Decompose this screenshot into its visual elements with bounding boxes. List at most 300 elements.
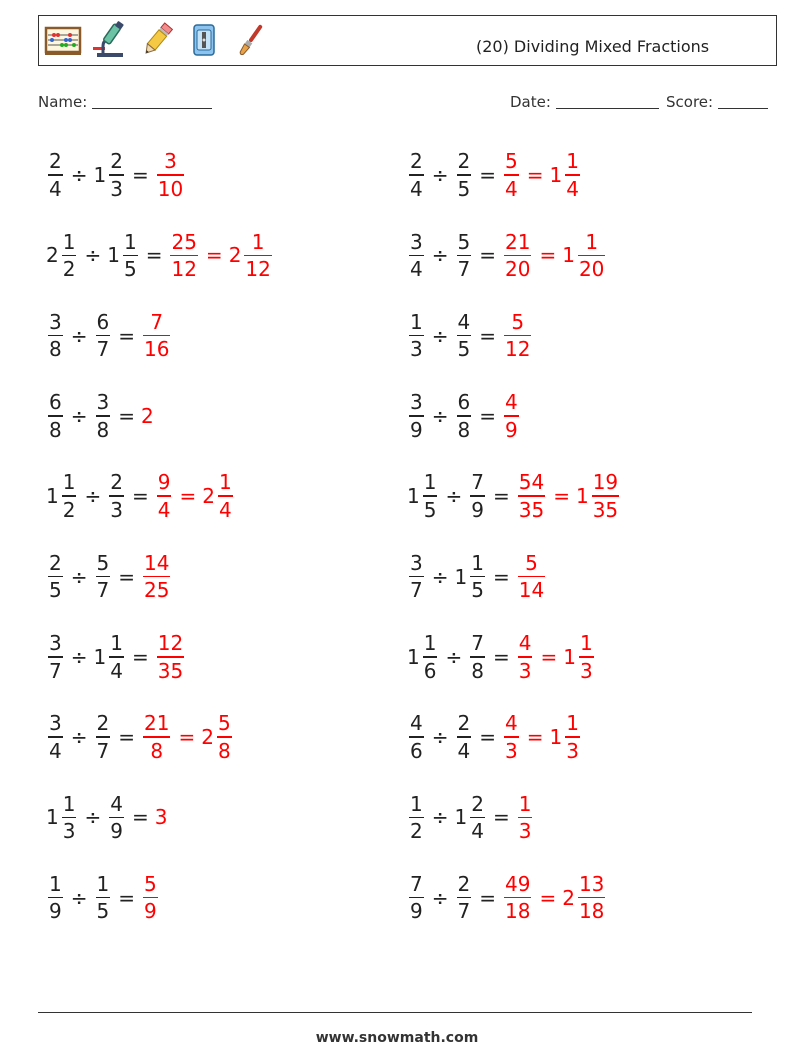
fraction [62, 791, 77, 844]
numerator: 4 [110, 791, 123, 816]
fraction [96, 871, 111, 924]
divide-sign: ÷ [70, 644, 88, 669]
fraction [518, 550, 545, 603]
fraction [457, 229, 472, 282]
problem-item [46, 307, 172, 365]
whole-part: 1 [407, 484, 420, 509]
divide-sign: ÷ [70, 885, 88, 910]
mixed-number [407, 309, 426, 362]
equals-sign: = [479, 163, 496, 187]
fraction [48, 713, 63, 761]
fraction [409, 713, 424, 761]
fraction [457, 713, 472, 761]
fraction [48, 871, 63, 924]
mixed-number [407, 151, 426, 199]
denominator: 20 [578, 257, 605, 282]
whole-part: 2 [228, 243, 242, 268]
fraction [48, 151, 63, 199]
numerator: 7 [410, 871, 423, 896]
mixed-number [502, 309, 533, 362]
equals-sign: = [118, 725, 135, 750]
answer [155, 472, 235, 520]
denominator: 9 [144, 899, 157, 924]
denominator: 7 [457, 899, 471, 924]
divide-sign: ÷ [431, 243, 449, 268]
fraction [96, 392, 111, 440]
whole-part: 1 [454, 805, 468, 830]
mixed-number [46, 791, 78, 844]
denominator: 8 [471, 658, 484, 683]
numerator: 3 [49, 711, 62, 736]
header-box [38, 15, 777, 66]
fraction [504, 151, 519, 199]
mixed-number [46, 392, 65, 440]
equals-sign: = [118, 564, 135, 589]
denominator: 9 [505, 417, 518, 442]
denominator: 8 [49, 337, 62, 362]
mixed-number [550, 151, 582, 199]
problem-item [407, 307, 533, 365]
mixed-number [502, 713, 521, 761]
fraction [409, 309, 424, 362]
denominator: 4 [49, 176, 62, 201]
fraction [457, 309, 472, 362]
answer [141, 550, 172, 603]
divide-sign: ÷ [70, 564, 88, 589]
mixed-number [46, 550, 65, 603]
problem-item [46, 226, 274, 284]
mixed-number [407, 713, 426, 761]
numerator: 2 [471, 791, 484, 816]
date-label: Date: [510, 93, 551, 111]
fraction [409, 550, 424, 603]
denominator: 3 [62, 819, 76, 844]
numerator: 4 [505, 390, 518, 415]
denominator: 18 [505, 899, 531, 924]
mixed-number [46, 871, 65, 924]
fraction [109, 472, 124, 520]
denominator: 8 [150, 738, 164, 763]
answer [141, 871, 160, 924]
problem-item [46, 146, 186, 204]
name-field[interactable] [38, 93, 212, 111]
equals-sign: = [131, 805, 149, 830]
mixed-number [468, 472, 487, 520]
fraction [565, 151, 580, 199]
divide-sign: ÷ [84, 243, 102, 268]
whole-part: 1 [575, 484, 589, 509]
denominator: 7 [410, 578, 423, 603]
equals-sign: = [479, 323, 496, 348]
divide-sign: ÷ [84, 805, 102, 830]
whole-part: 1 [563, 644, 576, 669]
mixed-number [468, 633, 487, 681]
numerator: 6 [96, 309, 110, 334]
problem-item [407, 226, 607, 284]
mixed-number [407, 550, 426, 603]
fraction [504, 871, 531, 924]
numerator: 3 [410, 229, 423, 254]
mixed-number [516, 550, 547, 603]
whole-part: 3 [154, 805, 168, 830]
mixed-number [46, 151, 65, 199]
problem-item [46, 708, 234, 766]
denominator: 4 [505, 176, 518, 201]
equals-sign: = [131, 163, 149, 187]
numerator: 1 [585, 229, 599, 254]
mixed-number [562, 229, 607, 282]
numerator: 5 [525, 550, 538, 575]
answer [502, 309, 533, 362]
fraction [409, 229, 424, 282]
mixed-number [502, 151, 521, 199]
mixed-number [141, 404, 155, 428]
mixed-number [155, 633, 186, 681]
denominator: 5 [49, 578, 62, 603]
mixed-number [228, 229, 274, 282]
denominator: 4 [49, 738, 62, 763]
denominator: 9 [49, 899, 62, 924]
numerator: 13 [578, 871, 605, 896]
divide-sign: ÷ [431, 564, 449, 589]
mixed-number [141, 309, 172, 362]
numerator: 1 [62, 470, 76, 495]
numerator: 5 [96, 550, 110, 575]
numerator: 2 [110, 149, 123, 174]
fraction [143, 871, 158, 924]
numerator: 12 [157, 631, 184, 656]
fraction [48, 392, 63, 440]
whole-part: 1 [549, 163, 563, 187]
denominator: 8 [49, 417, 62, 442]
mixed-number [46, 309, 65, 362]
numerator: 1 [218, 470, 232, 495]
denominator: 7 [96, 337, 110, 362]
denominator: 16 [144, 337, 170, 362]
numerator: 2 [110, 470, 123, 495]
whole-part: 1 [549, 725, 563, 750]
worksheet-title: (20) Dividing Mixed Fractions [476, 37, 710, 56]
fraction [504, 309, 531, 362]
mixed-number [107, 472, 126, 520]
divide-sign: ÷ [431, 725, 449, 750]
mixed-number [516, 633, 535, 681]
answer [141, 309, 172, 362]
numerator: 1 [471, 550, 484, 575]
fraction [565, 713, 580, 761]
denominator: 35 [592, 497, 619, 522]
answer [502, 151, 582, 199]
problem-item [407, 628, 596, 686]
divide-sign: ÷ [431, 403, 449, 428]
fraction [62, 229, 77, 282]
paintbrush-icon [232, 20, 270, 60]
divide-sign: ÷ [70, 163, 88, 187]
fraction [579, 633, 594, 681]
answer [502, 713, 582, 761]
numerator: 5 [144, 871, 157, 896]
fraction [96, 713, 111, 761]
fraction [62, 472, 77, 520]
answer [141, 404, 155, 428]
fraction [409, 791, 424, 844]
numerator: 4 [518, 631, 532, 656]
numerator: 1 [410, 791, 423, 816]
fraction [423, 633, 438, 681]
numerator: 7 [471, 470, 484, 495]
fraction [470, 550, 485, 603]
numerator: 1 [410, 309, 423, 334]
fraction [592, 472, 619, 520]
sharpener-icon [185, 20, 223, 60]
fraction [457, 151, 472, 199]
denominator: 8 [96, 417, 110, 442]
mixed-number [94, 550, 113, 603]
answer [516, 633, 596, 681]
denominator: 10 [157, 176, 184, 201]
answer [502, 392, 521, 440]
numerator: 1 [251, 229, 265, 254]
fraction [109, 791, 124, 844]
denominator: 7 [96, 578, 110, 603]
answer-equals-sign: = [526, 163, 544, 187]
fraction [170, 229, 197, 282]
denominator: 12 [505, 337, 531, 362]
answer-equals-sign: = [178, 725, 196, 750]
denominator: 8 [217, 738, 231, 763]
mixed-number [455, 309, 474, 362]
numerator: 4 [505, 711, 518, 736]
equals-sign: = [118, 885, 135, 910]
mixed-number [550, 713, 582, 761]
mixed-number [407, 871, 426, 924]
problem-item [407, 548, 547, 606]
mixed-number [455, 392, 474, 440]
equals-sign: = [479, 403, 496, 428]
numerator: 4 [457, 309, 471, 334]
fraction [217, 713, 232, 761]
mixed-number [46, 472, 78, 520]
answer-equals-sign: = [540, 644, 558, 669]
equals-sign: = [492, 805, 510, 830]
answer-equals-sign: = [553, 484, 570, 509]
mixed-number [94, 309, 113, 362]
answer-equals-sign: = [526, 725, 544, 750]
whole-part: 1 [93, 644, 107, 669]
numerator: 9 [157, 470, 171, 495]
mixed-number [563, 633, 595, 681]
answer [516, 550, 547, 603]
denominator: 6 [410, 738, 423, 763]
problem-item [46, 628, 186, 686]
mixed-number [46, 713, 65, 761]
mixed-number [155, 151, 186, 199]
denominator: 7 [457, 257, 471, 282]
denominator: 3 [518, 819, 532, 844]
numerator: 2 [96, 711, 110, 736]
problem-item [407, 869, 607, 927]
divide-sign: ÷ [70, 323, 88, 348]
numerator: 2 [49, 550, 62, 575]
whole-part: 2 [201, 725, 214, 750]
mixed-number [107, 229, 139, 282]
denominator: 4 [410, 257, 423, 282]
numerator: 1 [423, 631, 437, 656]
problem-item [46, 788, 168, 846]
equals-sign: = [492, 644, 510, 669]
date-blank[interactable] [556, 94, 659, 109]
mixed-number [455, 871, 474, 924]
fraction [143, 309, 170, 362]
denominator: 5 [471, 578, 484, 603]
denominator: 35 [518, 497, 545, 522]
mixed-number [516, 472, 547, 520]
abacus-icon [44, 20, 82, 60]
fraction [109, 633, 124, 681]
numerator: 6 [49, 390, 62, 415]
answer [516, 472, 621, 520]
mixed-number [502, 871, 533, 924]
denominator: 5 [457, 176, 471, 201]
fraction [244, 229, 271, 282]
mixed-number [455, 229, 474, 282]
numerator: 25 [171, 229, 197, 254]
denominator: 35 [157, 658, 184, 683]
fraction [457, 871, 472, 924]
numerator: 2 [457, 149, 471, 174]
date-field[interactable] [510, 93, 659, 111]
denominator: 25 [144, 578, 170, 603]
fraction [123, 229, 138, 282]
denominator: 5 [123, 257, 137, 282]
fraction [423, 472, 438, 520]
fraction [518, 791, 533, 844]
mixed-number [94, 633, 126, 681]
denominator: 3 [579, 658, 593, 683]
denominator: 12 [171, 257, 197, 282]
denominator: 3 [410, 337, 423, 362]
denominator: 4 [457, 738, 471, 763]
denominator: 14 [518, 578, 545, 603]
pencil-icon [138, 20, 176, 60]
denominator: 4 [410, 176, 423, 201]
mixed-number [202, 472, 234, 520]
fraction [143, 713, 170, 761]
numerator: 1 [579, 631, 593, 656]
microscope-icon [91, 20, 129, 60]
numerator: 1 [123, 229, 137, 254]
whole-part: 1 [107, 243, 120, 268]
numerator: 54 [518, 470, 545, 495]
denominator: 4 [566, 176, 579, 201]
whole-part: 1 [454, 564, 468, 589]
divide-sign: ÷ [84, 484, 102, 509]
answer-equals-sign: = [539, 885, 557, 910]
numerator: 2 [410, 149, 423, 174]
fraction [143, 550, 170, 603]
numerator: 49 [505, 871, 531, 896]
name-blank[interactable] [92, 94, 212, 109]
fraction [109, 151, 124, 199]
numerator: 5 [457, 229, 471, 254]
equals-sign: = [492, 564, 510, 589]
mixed-number [454, 550, 487, 603]
mixed-number [516, 791, 535, 844]
fraction [48, 309, 63, 362]
answer-equals-sign: = [179, 484, 197, 509]
numerator: 5 [511, 309, 525, 334]
fraction [504, 229, 531, 282]
fraction [518, 633, 533, 681]
whole-part: 1 [46, 484, 59, 509]
footer-url: www.snowmath.com [315, 1030, 479, 1046]
score-blank[interactable] [718, 94, 768, 109]
mixed-number [576, 472, 621, 520]
numerator: 1 [110, 631, 123, 656]
numerator: 1 [96, 871, 110, 896]
numerator: 1 [518, 791, 532, 816]
mixed-number [455, 151, 474, 199]
answer-equals-sign: = [205, 243, 223, 268]
fraction [470, 472, 485, 520]
header-icons [44, 20, 270, 60]
mixed-number [155, 805, 169, 829]
equals-sign: = [131, 484, 149, 509]
denominator: 3 [110, 176, 123, 201]
whole-part: 1 [93, 163, 107, 187]
answer [502, 871, 607, 924]
denominator: 20 [505, 257, 531, 282]
mixed-number [562, 871, 607, 924]
mixed-number [407, 229, 426, 282]
answer [516, 791, 535, 844]
fraction [48, 550, 63, 603]
equals-sign: = [479, 885, 496, 910]
mixed-number [94, 392, 113, 440]
score-field[interactable] [666, 93, 768, 111]
mixed-number [407, 392, 426, 440]
mixed-number [407, 791, 426, 844]
mixed-number [455, 713, 474, 761]
fraction [578, 871, 605, 924]
mixed-number [46, 229, 78, 282]
numerator: 7 [150, 309, 164, 334]
answer-equals-sign: = [539, 243, 557, 268]
whole-part: 1 [46, 805, 59, 830]
whole-part: 1 [562, 243, 575, 268]
numerator: 1 [49, 871, 62, 896]
denominator: 12 [245, 257, 271, 282]
denominator: 4 [110, 658, 123, 683]
mixed-number [94, 713, 113, 761]
fraction [157, 633, 184, 681]
equals-sign: = [131, 644, 149, 669]
fraction [218, 472, 233, 520]
numerator: 1 [62, 229, 76, 254]
problem-item [407, 146, 582, 204]
problem-item [46, 467, 235, 525]
denominator: 6 [423, 658, 437, 683]
numerator: 2 [457, 871, 471, 896]
name-label: Name: [38, 93, 88, 111]
numerator: 3 [410, 550, 423, 575]
equals-sign: = [479, 725, 496, 750]
mixed-number [502, 229, 533, 282]
numerator: 6 [457, 390, 471, 415]
whole-part: 2 [46, 243, 59, 268]
denominator: 3 [505, 738, 518, 763]
numerator: 1 [566, 711, 579, 736]
